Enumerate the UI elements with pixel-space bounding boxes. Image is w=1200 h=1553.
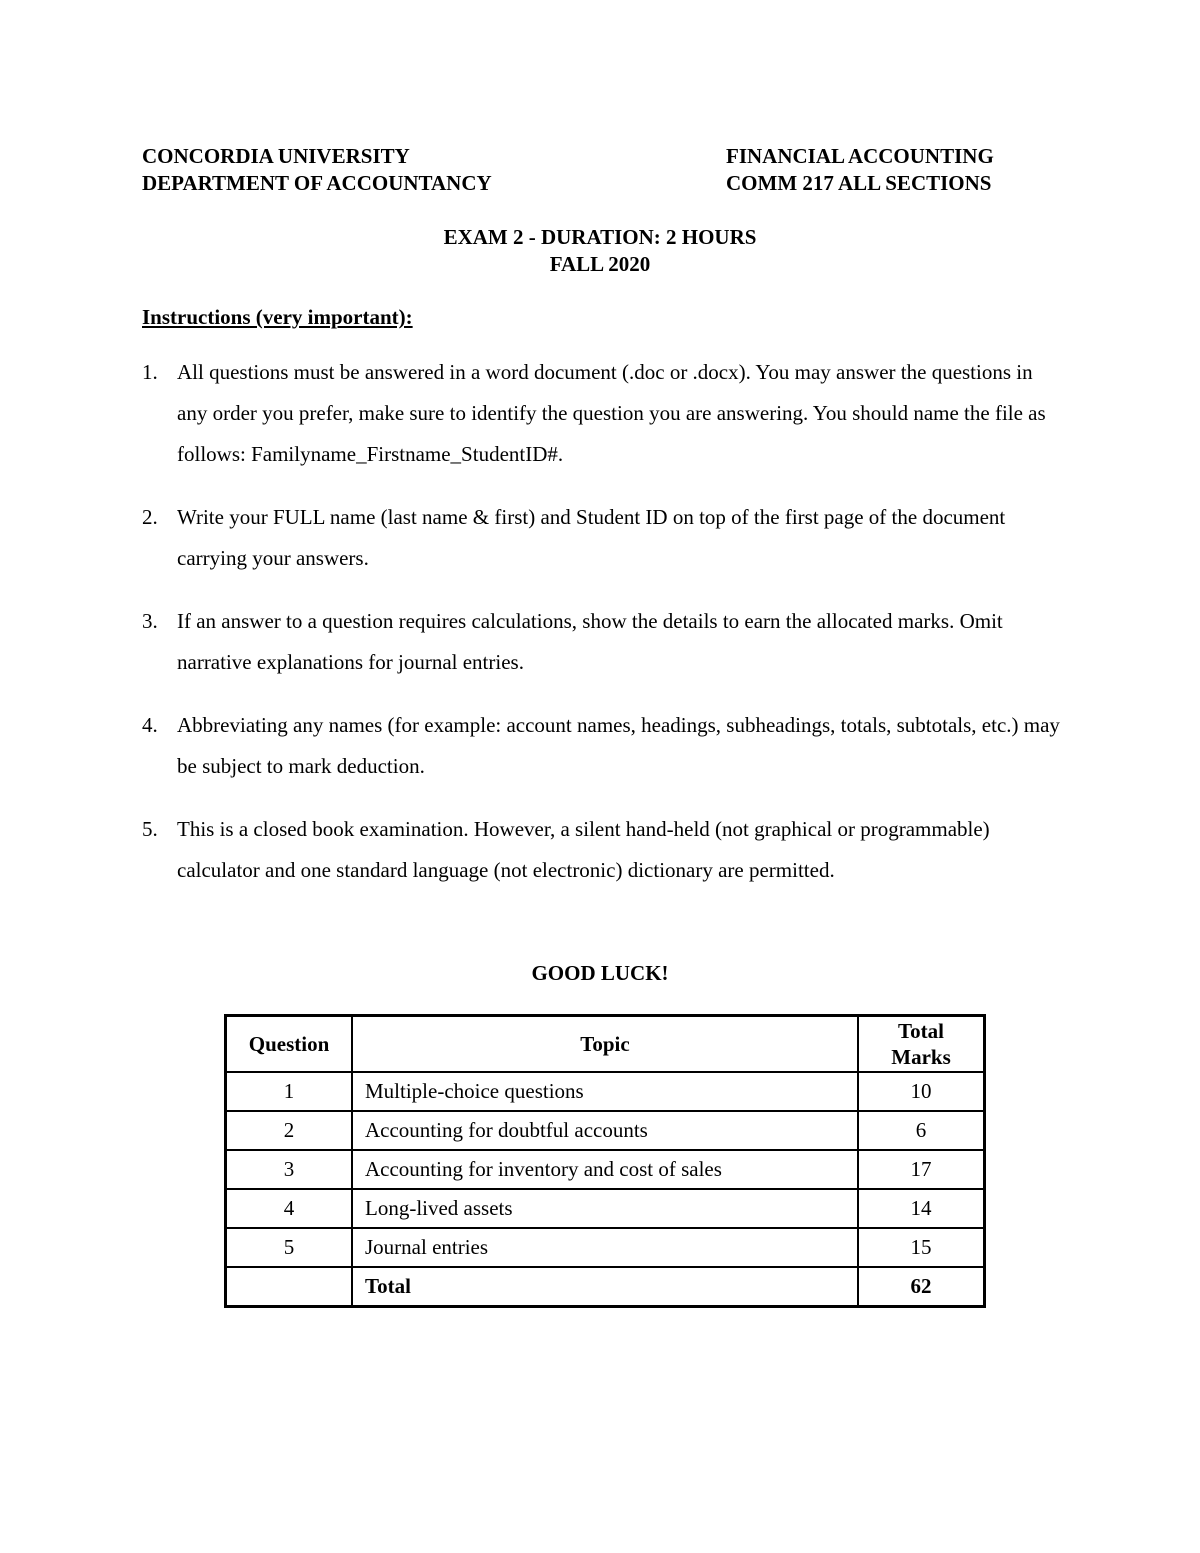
table-row [226, 1189, 985, 1228]
exam-title: EXAM 2 - DURATION: 2 HOURS [443, 225, 757, 249]
table-row [226, 1150, 985, 1189]
cell-topic: Multiple-choice questions [352, 1072, 858, 1111]
instruction-number: 4. [142, 713, 158, 737]
instruction-number: 3. [142, 609, 158, 633]
header-question: Question [226, 1016, 353, 1073]
table-row [226, 1072, 985, 1111]
header-topic: Topic [352, 1016, 858, 1073]
instruction-item [142, 601, 1062, 683]
cell-question: 3 [226, 1150, 353, 1189]
cell-marks: 15 [858, 1228, 985, 1267]
cell-marks: 10 [858, 1072, 985, 1111]
header-marks-line1: Total [898, 1019, 944, 1043]
header-marks-line2: Marks [891, 1045, 951, 1069]
cell-topic: Journal entries [352, 1228, 858, 1267]
cell-question: 1 [226, 1072, 353, 1111]
table-header-row [226, 1016, 985, 1073]
cell-marks: 6 [858, 1111, 985, 1150]
marks-table [224, 1014, 986, 1308]
instruction-text: If an answer to a question requires calculations, show the details to earn the allocated marks. Omit narrative explanations for journal entries. [177, 609, 1003, 674]
course-title: FINANCIAL ACCOUNTING [726, 144, 994, 168]
header-row-1 [142, 143, 1028, 170]
instruction-item [142, 497, 1062, 579]
instructions-heading: Instructions (very important): [142, 305, 413, 329]
cell-question: 5 [226, 1228, 353, 1267]
cell-topic: Long-lived assets [352, 1189, 858, 1228]
cell-topic: Accounting for inventory and cost of sales [352, 1150, 858, 1189]
instruction-text: This is a closed book examination. However, a silent hand-held (not graphical or programmable) calculator and one standard language (not electronic) dictionary are permitted. [177, 817, 990, 882]
header-total-marks [858, 1016, 985, 1073]
department-name: DEPARTMENT OF ACCOUNTANCY [142, 171, 492, 195]
cell-marks: 14 [858, 1189, 985, 1228]
cell-question: 4 [226, 1189, 353, 1228]
cell-question: 2 [226, 1111, 353, 1150]
cell-marks: 17 [858, 1150, 985, 1189]
instruction-text: Write your FULL name (last name & first) and Student ID on top of the first page of the document carrying your answers. [177, 505, 1006, 570]
instruction-item [142, 809, 1062, 891]
table-row [226, 1228, 985, 1267]
course-code: COMM 217 ALL SECTIONS [726, 171, 992, 195]
table-total-row [226, 1267, 985, 1307]
instruction-item [142, 352, 1062, 475]
cell-topic: Accounting for doubtful accounts [352, 1111, 858, 1150]
exam-term: FALL 2020 [549, 252, 651, 276]
cell-question [226, 1267, 353, 1307]
instruction-number: 5. [142, 817, 158, 841]
instructions-list [142, 352, 1062, 913]
instruction-number: 1. [142, 360, 158, 384]
instruction-number: 2. [142, 505, 158, 529]
cell-total-label: Total [352, 1267, 858, 1307]
instruction-item [142, 705, 1062, 787]
university-name: CONCORDIA UNIVERSITY [142, 144, 410, 168]
instruction-text: All questions must be answered in a word document (.doc or .docx). You may answer the questions in any order you prefer, make sure to identify the question you are answering. You should name the file as follows: Familyname_Firstname_StudentID#. [177, 360, 1046, 466]
good-luck-text: GOOD LUCK! [531, 961, 669, 985]
table-row [226, 1111, 985, 1150]
cell-total-marks: 62 [858, 1267, 985, 1307]
header-row-2 [142, 170, 1028, 197]
instruction-text: Abbreviating any names (for example: account names, headings, subheadings, totals, subtotals, etc.) may be subject to mark deduction. [177, 713, 1060, 778]
